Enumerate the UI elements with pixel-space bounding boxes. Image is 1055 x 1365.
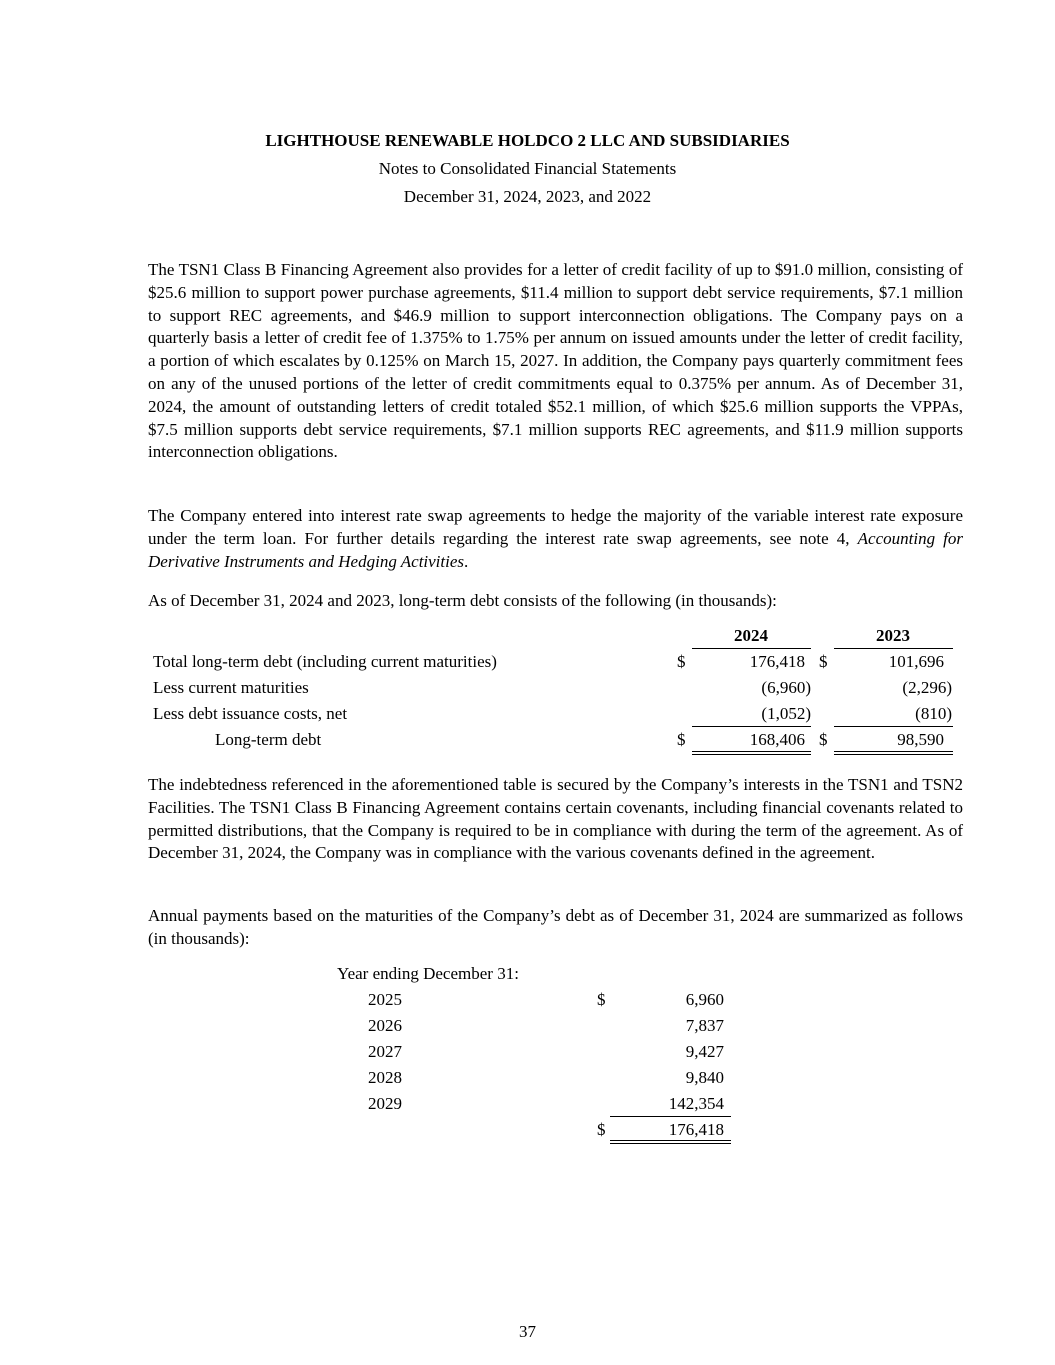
column-header-2023: 2023 <box>876 626 910 645</box>
maturity-amount: 7,837 <box>685 1016 724 1035</box>
value-2023: (2,296) <box>902 678 952 697</box>
swap-paragraph-text: The Company entered into interest rate swap agreements to hedge the majority of the variable interest rate exposure under the term loan. For further details regarding the interest rate swap agreements, see note 4, <box>148 506 963 548</box>
row-label: Less current maturities <box>153 678 309 697</box>
value-2024: (6,960) <box>761 678 811 697</box>
currency-symbol: $ <box>819 652 828 671</box>
subtotal-rule <box>610 1116 731 1117</box>
maturity-year: 2025 <box>368 990 402 1009</box>
total-double-rule <box>610 1143 731 1144</box>
value-2023: 101,696 <box>888 652 944 671</box>
maturity-amount: 9,840 <box>685 1068 724 1087</box>
column-header-2024: 2024 <box>734 626 768 645</box>
row-label: Total long-term debt (including current maturities) <box>153 652 497 671</box>
value-2024: 176,418 <box>749 652 805 671</box>
header-underline-2024 <box>692 648 811 649</box>
total-double-rule-2024 <box>692 751 811 752</box>
currency-symbol: $ <box>677 652 686 671</box>
value-2024: (1,052) <box>761 704 811 723</box>
maturity-amount: 6,960 <box>685 990 724 1009</box>
statement-dates: December 31, 2024, 2023, and 2022 <box>403 187 652 206</box>
annual-payments-intro: Annual payments based on the maturities of the Company’s debt as of December 31, 2024 are summarized as follows (in thousands): <box>148 906 963 948</box>
letter-of-credit-paragraph: The TSN1 Class B Financing Agreement also provides for a letter of credit facility of up to $91.0 million, consisting of $25.6 million to support power purchase agreements, $11.4 million to support debt service requirements, $7.1 million to support REC agreements, and $46.9 million to support interconnection obligations. The Company pays on a quarterly basis a letter of credit fee of 1.375% to 1.75% per annum on issued amounts under the letter of credit facility, a portion of which escalates by 0.125% on March 15, 2027. In addition, the Company pays quarterly commitment fees on any of the unused portions of the letter of credit commitments equal to 0.375% per annum. As of December 31, 2024, the amount of outstanding letters of credit totaled $52.1 million, of which $25.6 million supports the VPPAs, $7.5 million supports debt service requirements, $7.1 million supports REC agreements, and $11.9 million supports interconnection obligations. <box>148 260 963 462</box>
currency-symbol: $ <box>677 730 686 749</box>
covenants-paragraph: The indebtedness referenced in the aforementioned table is secured by the Company’s interests in the TSN1 and TSN2 Facilities. The TSN1 Class B Financing Agreement contains certain covenants, including financial covenants related to permitted distributions, that the Company is required to be in compliance with during the term of the agreement. As of December 31, 2024, the Company was in compliance with the various covenants defined in the agreement. <box>148 775 963 863</box>
swap-paragraph-end: . <box>464 551 469 571</box>
currency-symbol: $ <box>819 730 828 749</box>
maturity-year: 2027 <box>368 1042 402 1061</box>
note-reference: Accounting for Derivative Instruments and Hedging Activities <box>148 528 964 571</box>
value-2023: (810) <box>915 704 952 723</box>
maturity-amount: 142,354 <box>668 1094 724 1113</box>
company-name: LIGHTHOUSE RENEWABLE HOLDCO 2 LLC AND SUBSIDIARIES <box>265 131 790 150</box>
header-underline-2023 <box>834 648 953 649</box>
subtotal-rule-2024 <box>692 726 811 727</box>
maturity-year: 2029 <box>368 1094 402 1113</box>
maturity-amount: 9,427 <box>685 1042 724 1061</box>
row-label: Less debt issuance costs, net <box>153 704 348 723</box>
maturity-year: 2028 <box>368 1068 402 1087</box>
value-2023: 98,590 <box>897 730 944 749</box>
total-double-rule-2024 <box>692 754 811 755</box>
total-double-rule <box>610 1140 731 1141</box>
document-subtitle: Notes to Consolidated Financial Statements <box>378 159 677 178</box>
interest-rate-swap-paragraph <box>148 505 963 573</box>
maturities-heading: Year ending December 31: <box>337 964 519 983</box>
total-double-rule-2023 <box>834 751 953 752</box>
maturity-year: 2026 <box>368 1016 402 1035</box>
total-double-rule-2023 <box>834 754 953 755</box>
long-term-debt-intro: As of December 31, 2024 and 2023, long-term debt consists of the following (in thousands): <box>148 591 777 610</box>
maturity-total: 176,418 <box>668 1120 724 1139</box>
row-label: Long-term debt <box>215 730 322 749</box>
value-2024: 168,406 <box>749 730 805 749</box>
currency-symbol: $ <box>597 990 606 1009</box>
currency-symbol: $ <box>597 1120 606 1139</box>
page-number: 37 <box>519 1322 536 1341</box>
subtotal-rule-2023 <box>834 726 953 727</box>
